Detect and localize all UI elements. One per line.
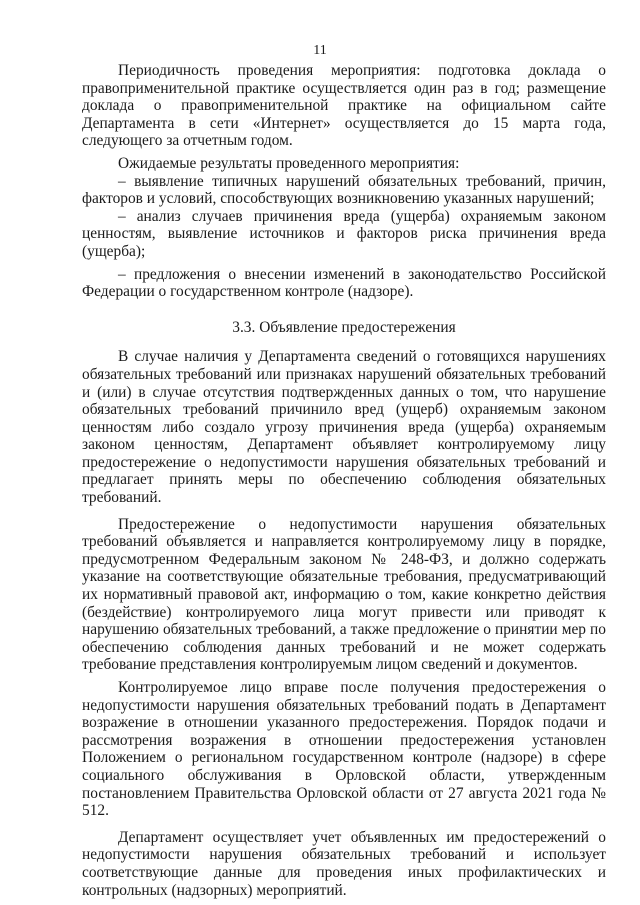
paragraph-periodicity: Периодичность проведения мероприятия: подготовка доклада о правоприменительной практике осуществляется один раз в год; размещение доклада о правоприменительной практике на официальном сайте Департамента в сети «Интернет» осуществляется до 15 марта года, следующего за отчетным годом. <box>82 62 606 150</box>
list-item-violations: – выявление типичных нарушений обязательных требований, причин, факторов и условий, способствующих возникновению указанных нарушений; <box>82 172 606 208</box>
paragraph-warning-content: Предостережение о недопустимости нарушения обязательных требований объявляется и направляется контролируемому лицу в порядке, предусмотренном Федеральным законом № 248-ФЗ, и должно содержать указание на соответствующие обязательные требования, предусматривающий их нормативный правовой акт, информацию о том, какие конкретно действия (бездействие) контролируемого лица могут привести или приводят к нарушению обязательных требований, а также предложение о принятии мер по обеспечению соблюдения данных требований и не может содержать требование представления контролируемым лицом сведений и документов. <box>82 515 606 674</box>
paragraph-expected-results: Ожидаемые результаты проведенного мероприятия: <box>118 154 460 172</box>
paragraph-objection: Контролируемое лицо вправе после получения предостережения о недопустимости нарушения обязательных требований подать в Департамент возражение в отношении указанного предостережения. Порядок подачи и рассмотрения возражения в отношении предостережения установлен Положением о региональном государственном контроле (надзоре) в сфере социального обслуживания в Орловской области, утвержденным постановлением Правительства Орловской области от 27 августа 2021 года № 512. <box>82 679 606 820</box>
list-item-legislation-proposals: – предложения о внесении изменений в законодательство Российской Федерации о государственном контроле (надзоре). <box>82 265 606 301</box>
paragraph-warning-records: Департамент осуществляет учет объявленных им предостережений о недопустимости нарушения обязательных требований и использует соответствующие данные для проведения иных профилактических и контрольных (надзорных) мероприятий. <box>82 828 606 899</box>
section-heading: 3.3. Объявление предостережения <box>232 318 456 336</box>
paragraph-warning-grounds: В случае наличия у Департамента сведений о готовящихся нарушениях обязательных требований или признаках нарушений обязательных требований и (или) в случае отсутствия подтвержденных данных о том, что нарушение обязательных требований причинило вред (ущерб) охраняемым законом ценностям либо создало угрозу причинения вреда (ущерба) охраняемым законом ценностям, Департамент объявляет контролируемому лицу предостережение о недопустимости нарушения обязательных требований и предлагает принять меры по обеспечению соблюдения обязательных требований. <box>82 348 606 507</box>
document-body <box>82 62 606 899</box>
page-number: 11 <box>313 43 327 58</box>
list-item-harm-analysis: – анализ случаев причинения вреда (ущерба) охраняемым законом ценностям, выявление источников и факторов риска причинения вреда (ущерба); <box>82 207 606 260</box>
